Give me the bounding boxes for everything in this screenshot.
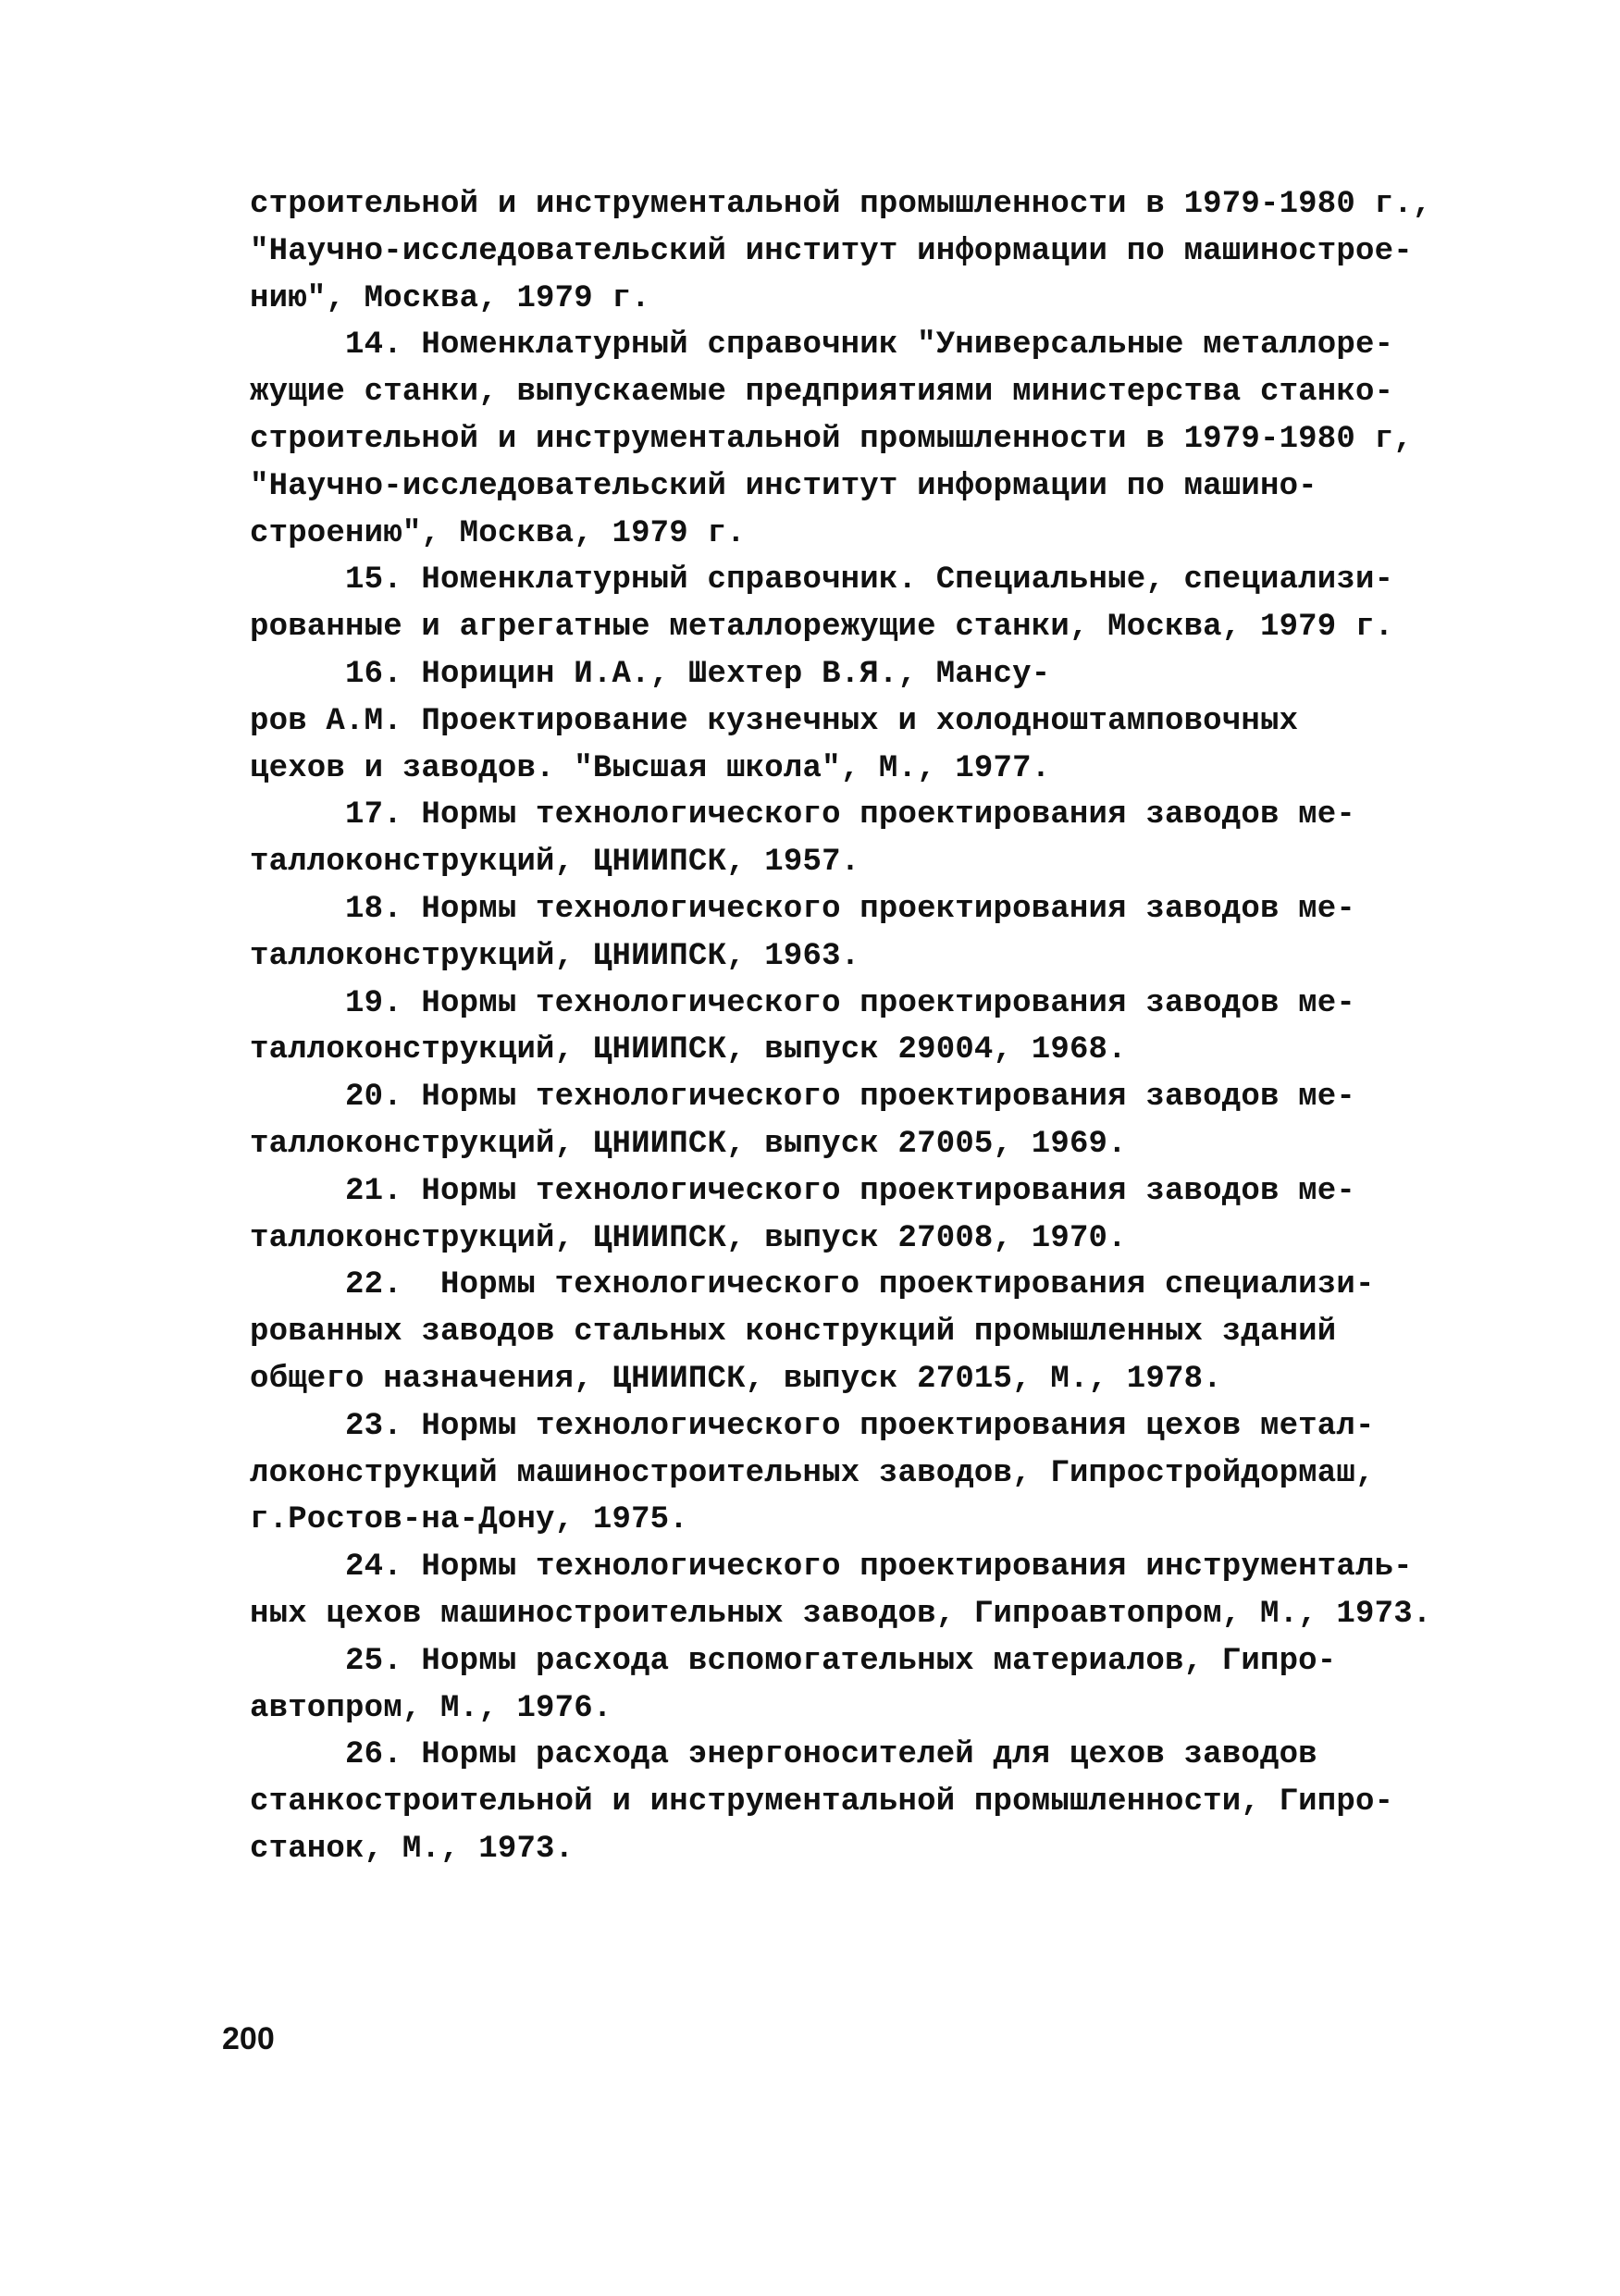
text-line: 23. Нормы технологического проектирования цехов метал- xyxy=(345,1408,1375,1444)
text-line: "Научно-исследовательский институт информации по машино- xyxy=(250,468,1317,504)
text-line: 20. Нормы технологического проектирования заводов ме- xyxy=(345,1080,1355,1116)
text-line: локонструкций машиностроительных заводов, Гипростройдормаш, xyxy=(250,1455,1375,1491)
text-line: 15. Номенклатурный справочник. Специальные, специализи- xyxy=(345,562,1394,599)
text-line: ров А.М. Проектирование кузнечных и холодноштамповочных xyxy=(250,703,1299,739)
text-line: 18. Нормы технологического проектирования заводов ме- xyxy=(345,891,1355,927)
text-line: ных цехов машиностроительных заводов, Гипроавтопром, М., 1973. xyxy=(250,1596,1432,1632)
page-number: 200 xyxy=(222,2021,275,2056)
text-line: строению", Москва, 1979 г. xyxy=(250,515,746,551)
text-line: таллоконструкций, ЦНИИПСК, выпуск 27005, 1969. xyxy=(250,1126,1127,1162)
text-line: 17. Нормы технологического проектирования заводов ме- xyxy=(345,797,1355,833)
text-line: жущие станки, выпускаемые предприятиями министерства станко- xyxy=(250,375,1394,411)
text-line: 19. Нормы технологического проектирования заводов ме- xyxy=(345,985,1355,1021)
text-line: таллоконструкций, ЦНИИПСК, выпуск 29004, 1968. xyxy=(250,1032,1127,1068)
text-line: 14. Номенклатурный справочник "Универсальные металлоре- xyxy=(345,327,1394,364)
text-line: "Научно-исследовательский институт информации по машинострое- xyxy=(250,233,1413,269)
text-line: 26. Нормы расхода энергоносителей для цехов заводов xyxy=(345,1737,1317,1773)
text-line: 24. Нормы технологического проектирования инструменталь- xyxy=(345,1549,1413,1586)
text-line: таллоконструкций, ЦНИИПСК, 1957. xyxy=(250,845,860,881)
text-line: рованных заводов стальных конструкций промышленных зданий xyxy=(250,1315,1337,1351)
text-line: общего назначения, ЦНИИПСК, выпуск 27015, М., 1978. xyxy=(250,1361,1222,1397)
text-line: таллоконструкций, ЦНИИПСК, 1963. xyxy=(250,938,860,974)
text-line: таллоконструкций, ЦНИИПСК, выпуск 27008, 1970. xyxy=(250,1220,1127,1256)
text-line: станкостроительной и инструментальной промышленности, Гипро- xyxy=(250,1784,1394,1821)
text-line: цехов и заводов. "Высшая школа", М., 1977. xyxy=(250,750,1051,786)
text-line-authors: 16. Норицин И.А., Шехтер В.Я., Мансу- xyxy=(345,656,1051,692)
text-line: г.Ростов-на-Дону, 1975. xyxy=(250,1502,688,1538)
text-line: 22. Нормы технологического проектирования специализи- xyxy=(345,1267,1375,1303)
text-line: 21. Нормы технологического проектирования заводов ме- xyxy=(345,1173,1355,1209)
text-line: автопром, М., 1976. xyxy=(250,1690,612,1726)
text-line: строительной и инструментальной промышленности в 1979-1980 г, xyxy=(250,421,1413,457)
bibliography-text xyxy=(250,181,1443,1873)
text-line: станок, М., 1973. xyxy=(250,1831,575,1867)
text-line: строительной и инструментальной промышленности в 1979-1980 г., xyxy=(250,187,1432,222)
text-line: рованные и агрегатные металлорежущие станки, Москва, 1979 г. xyxy=(250,610,1394,646)
text-line: нию", Москва, 1979 г. xyxy=(250,280,650,316)
text-line: 25. Нормы расхода вспомогательных материалов, Гипро- xyxy=(345,1643,1337,1679)
